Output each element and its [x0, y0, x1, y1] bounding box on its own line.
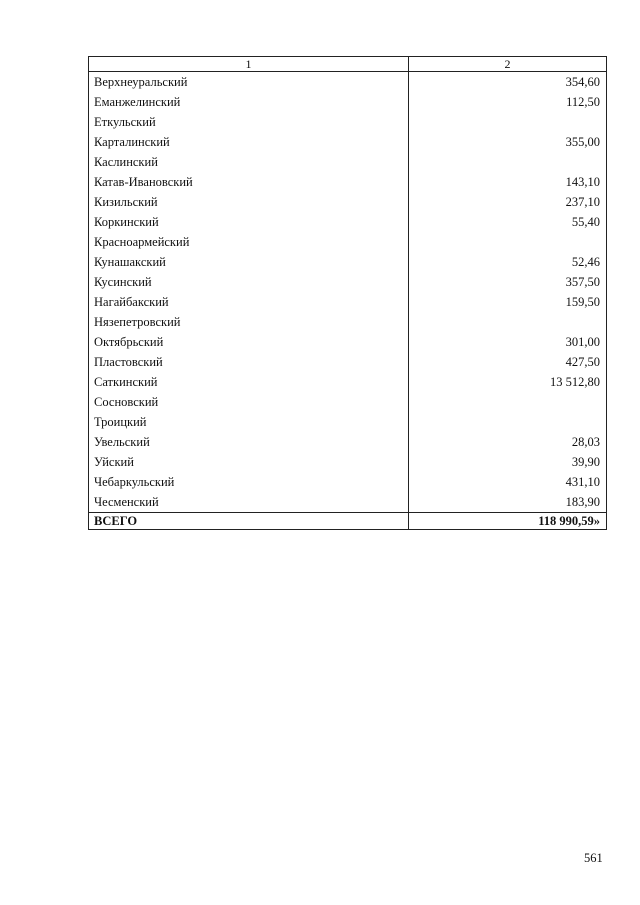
table-row	[89, 292, 607, 312]
district-name: Каслинский	[89, 152, 409, 172]
table-row	[89, 372, 607, 392]
district-value: 354,60	[409, 72, 607, 93]
table-row	[89, 332, 607, 352]
table-row	[89, 212, 607, 232]
district-name: Катав-Ивановский	[89, 172, 409, 192]
table-row	[89, 72, 607, 93]
district-values-table	[88, 56, 607, 530]
district-name: Октябрьский	[89, 332, 409, 352]
district-name: Уйский	[89, 452, 409, 472]
district-name: Кизильский	[89, 192, 409, 212]
district-value: 112,50	[409, 92, 607, 112]
table-row	[89, 312, 607, 332]
table-row	[89, 232, 607, 252]
district-value: 301,00	[409, 332, 607, 352]
table-row	[89, 172, 607, 192]
district-value	[409, 412, 607, 432]
table-body	[89, 72, 607, 513]
column-header-2: 2	[409, 57, 607, 72]
table-row	[89, 472, 607, 492]
column-header-1: 1	[89, 57, 409, 72]
district-value: 159,50	[409, 292, 607, 312]
district-value: 183,90	[409, 492, 607, 513]
table-row	[89, 272, 607, 292]
district-name: Нязепетровский	[89, 312, 409, 332]
district-value: 28,03	[409, 432, 607, 452]
table-row	[89, 252, 607, 272]
district-name: Карталинский	[89, 132, 409, 152]
table-row	[89, 412, 607, 432]
district-name: Еткульский	[89, 112, 409, 132]
district-value: 143,10	[409, 172, 607, 192]
table-row	[89, 92, 607, 112]
district-name: Еманжелинский	[89, 92, 409, 112]
district-value	[409, 312, 607, 332]
district-value: 52,46	[409, 252, 607, 272]
table-row	[89, 352, 607, 372]
district-value	[409, 112, 607, 132]
page-number: 561	[584, 851, 603, 865]
district-name: Чебаркульский	[89, 472, 409, 492]
table-row	[89, 132, 607, 152]
district-name: Чесменский	[89, 492, 409, 513]
district-name: Троицкий	[89, 412, 409, 432]
district-value	[409, 152, 607, 172]
district-name: Саткинский	[89, 372, 409, 392]
table-row	[89, 492, 607, 513]
district-value	[409, 392, 607, 412]
district-name: Увельский	[89, 432, 409, 452]
district-value: 357,50	[409, 272, 607, 292]
district-value: 39,90	[409, 452, 607, 472]
total-row	[89, 513, 607, 530]
district-name: Верхнеуральский	[89, 72, 409, 93]
district-name: Сосновский	[89, 392, 409, 412]
district-name: Нагайбакский	[89, 292, 409, 312]
header-row	[89, 57, 607, 72]
table-row	[89, 192, 607, 212]
table-row	[89, 452, 607, 472]
total-value: 118 990,59»	[409, 513, 607, 530]
total-label: ВСЕГО	[89, 513, 409, 530]
table-row	[89, 112, 607, 132]
district-value: 13 512,80	[409, 372, 607, 392]
table-row	[89, 432, 607, 452]
district-name: Коркинский	[89, 212, 409, 232]
district-value: 427,50	[409, 352, 607, 372]
district-value	[409, 232, 607, 252]
table-header	[89, 57, 607, 72]
district-name: Красноармейский	[89, 232, 409, 252]
district-name: Кунашакский	[89, 252, 409, 272]
district-value: 55,40	[409, 212, 607, 232]
district-value: 237,10	[409, 192, 607, 212]
district-name: Пластовский	[89, 352, 409, 372]
district-value: 355,00	[409, 132, 607, 152]
district-value: 431,10	[409, 472, 607, 492]
district-name: Кусинский	[89, 272, 409, 292]
table-row	[89, 392, 607, 412]
table-row	[89, 152, 607, 172]
